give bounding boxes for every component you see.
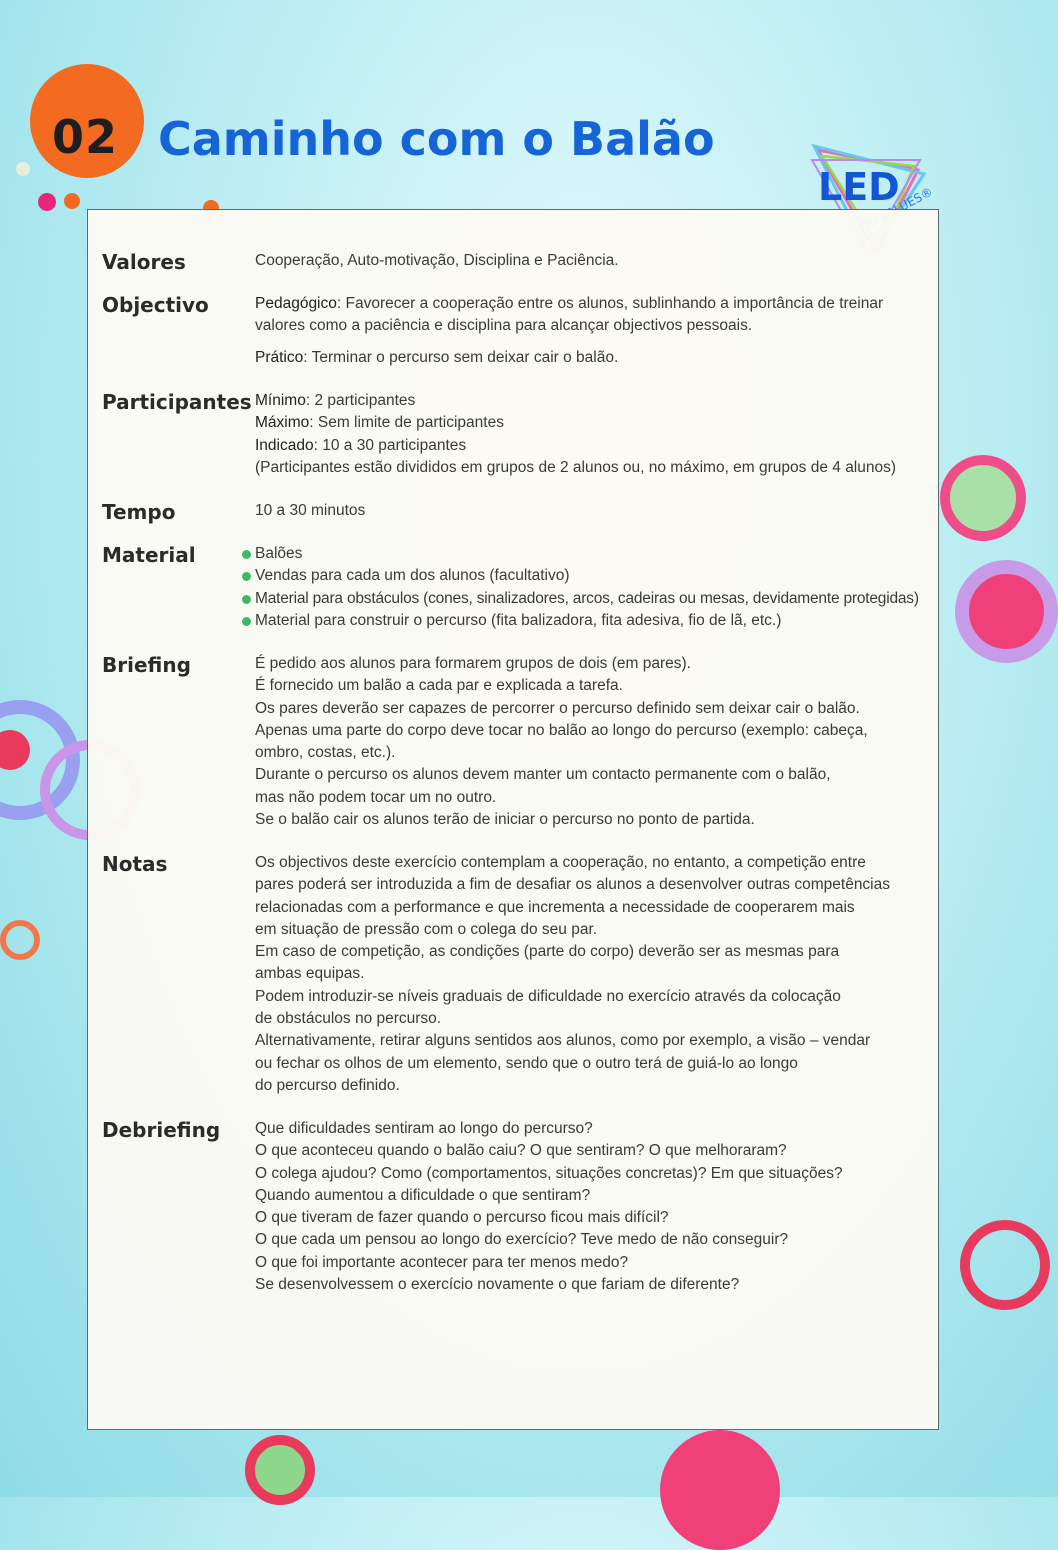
section-content — [255, 852, 925, 1097]
text-line: O que foi importante acontecer para ter menos medo? — [255, 1253, 629, 1271]
decorative-dot — [16, 162, 30, 176]
list-item: Vendas para cada um dos alunos (facultativo) — [255, 565, 925, 587]
logo-text: LED — [818, 165, 900, 209]
list-item: Balões — [255, 543, 925, 565]
field-value: : 10 a 30 participantes — [313, 436, 467, 454]
text-line: Os pares deverão ser capazes de percorrer o percurso definido sem deixar cair o balão. — [255, 699, 860, 717]
section-content — [255, 1118, 925, 1296]
text-line: ombro, costas, etc.). — [255, 744, 396, 762]
section-label: Participantes — [102, 390, 252, 414]
chapter-number: 02 — [52, 110, 119, 164]
section-label: Notas — [102, 852, 168, 876]
field-value: : Terminar o percurso sem deixar cair o balão. — [303, 348, 619, 366]
text-line: Que dificuldades sentiram ao longo do percurso? — [255, 1120, 593, 1137]
section-text: 10 a 30 minutos — [255, 502, 366, 519]
text-line: O colega ajudou? Como (comportamentos, situações concretas)? Em que situações? — [255, 1164, 843, 1182]
text-line: Os objectivos deste exercício contemplam a cooperação, no entanto, a competição entre — [255, 854, 866, 871]
bullet-icon — [242, 572, 251, 581]
text-line: O que tiveram de fazer quando o percurso ficou mais difícil? — [255, 1209, 669, 1227]
objectivo-pratico — [255, 347, 925, 369]
bullet-icon — [242, 617, 251, 626]
bullet-icon — [242, 595, 251, 604]
participantes-note: (Participantes estão divididos em grupos de 2 alunos ou, no máximo, em grupos de 4 alunos) — [255, 458, 897, 476]
text-line: Quando aumentou a dificuldade o que sentiram? — [255, 1186, 591, 1204]
section-label: Material — [102, 543, 196, 567]
text-line: do percurso definido. — [255, 1076, 400, 1094]
text-line: ou fechar os olhos de um elemento, sendo que o outro terá de guiá-lo ao longo — [255, 1054, 798, 1072]
decorative-dot — [38, 193, 56, 211]
text-line: em situação de pressão com o colega do seu par. — [255, 920, 598, 938]
decorative-circle — [0, 920, 40, 960]
section-label: Objectivo — [102, 293, 209, 317]
text-line: Alternativamente, retirar alguns sentidos aos alunos, como por exemplo, a visão – vendar — [255, 1032, 871, 1050]
page-title: Caminho com o Balão — [158, 112, 715, 166]
section-content — [255, 543, 925, 632]
field-key: Indicado — [255, 436, 314, 454]
field-value: : 2 participantes — [305, 392, 416, 409]
section-label: Briefing — [102, 653, 191, 677]
field-key: Pedagógico — [255, 295, 337, 312]
text-line: É fornecido um balão a cada par e explicada a tarefa. — [255, 677, 623, 695]
field-key: Prático — [255, 348, 304, 366]
section-content — [255, 293, 925, 369]
text-line: O que aconteceu quando o balão caiu? O que sentiram? O que melhoraram? — [255, 1142, 787, 1160]
text-line: Se o balão cair os alunos terão de iniciar o percurso no ponto de partida. — [255, 811, 755, 829]
text-line: É pedido aos alunos para formarem grupos de dois (em pares). — [255, 655, 691, 672]
field-key: Mínimo — [255, 392, 306, 409]
decorative-circle — [940, 455, 1026, 541]
decorative-circle — [960, 1220, 1050, 1310]
section-label: Debriefing — [102, 1118, 221, 1142]
decorative-dot — [64, 193, 80, 209]
text-line: Durante o percurso os alunos devem manter um contacto permanente com o balão, — [255, 766, 831, 784]
decorative-circle — [245, 1435, 315, 1505]
section-text: Cooperação, Auto-motivação, Disciplina e Paciência. — [255, 252, 619, 269]
decorative-circle — [955, 560, 1058, 663]
text-line: Em caso de competição, as condições (parte do corpo) deverão ser as mesmas para — [255, 943, 840, 961]
text-line: Apenas uma parte do corpo deve tocar no balão ao longo do percurso (exemplo: cabeça, — [255, 721, 868, 739]
field-value: : Favorecer a cooperação entre os alunos, sublinhando a importância de treinar valores como a paciência e disciplina para alcançar objectivos pessoais. — [255, 295, 884, 335]
material-list — [255, 543, 925, 632]
text-line: Se desenvolvessem o exercício novamente o que fariam de diferente? — [255, 1276, 740, 1294]
field-value: : Sem limite de participantes — [309, 414, 504, 432]
text-line: O que cada um pensou ao longo do exercício? Teve medo de não conseguir? — [255, 1231, 789, 1249]
section-label: Valores — [102, 250, 186, 274]
text-line: relacionadas com a performance e que incrementa a necessidade de cooperarem mais — [255, 898, 855, 916]
objectivo-pedagogico — [255, 293, 925, 338]
text-line: pares poderá ser introduzida a fim de desafiar os alunos a desenvolver outras competências — [255, 876, 891, 894]
bullet-icon — [242, 550, 251, 559]
text-line: ambas equipas. — [255, 965, 365, 983]
list-item: Material para obstáculos (cones, sinalizadores, arcos, cadeiras ou mesas, devidamente protegidas) — [255, 588, 925, 610]
field-key: Máximo — [255, 414, 310, 432]
section-label: Tempo — [102, 500, 176, 524]
decorative-circle — [660, 1430, 780, 1550]
section-content — [255, 653, 925, 831]
text-line: mas não podem tocar um no outro. — [255, 788, 497, 806]
section-content — [255, 390, 925, 479]
content-panel — [87, 209, 939, 1430]
text-line: de obstáculos no percurso. — [255, 1010, 442, 1028]
text-line: Podem introduzir-se níveis graduais de dificuldade no exercício através da colocação — [255, 987, 841, 1005]
list-item: Material para construir o percurso (fita balizadora, fita adesiva, fio de lã, etc.) — [255, 610, 925, 632]
